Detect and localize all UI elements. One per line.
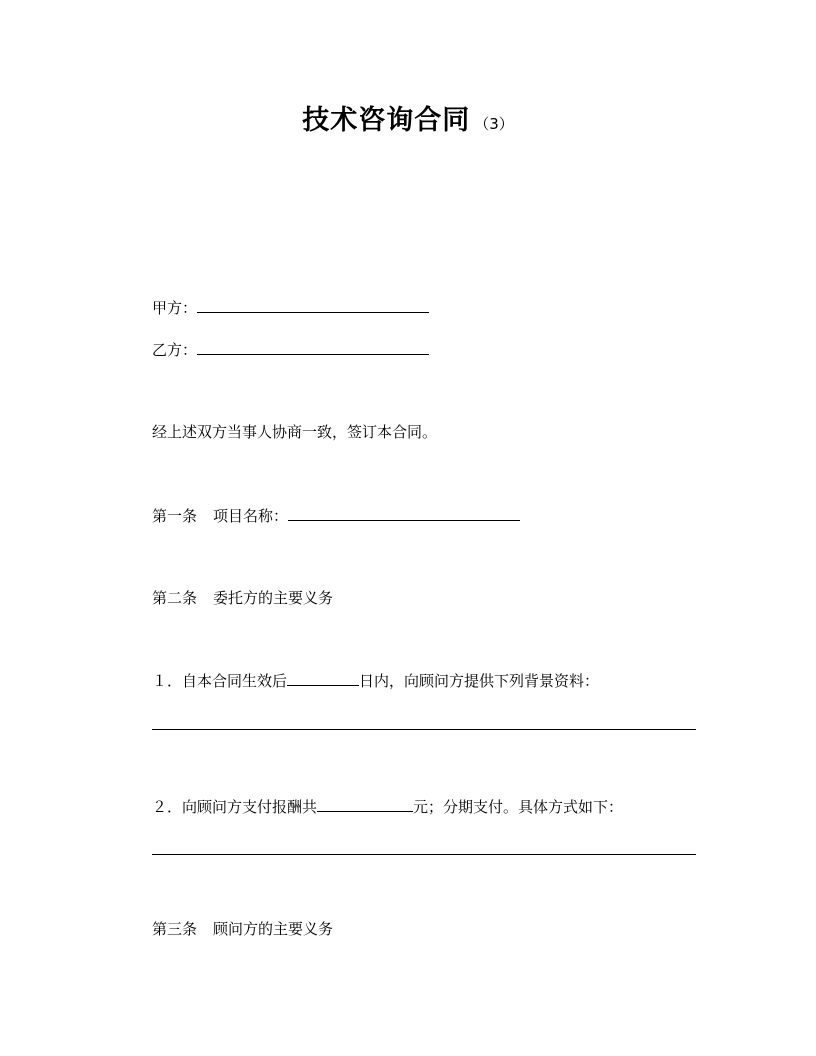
document-title — [0, 98, 816, 137]
intro-paragraph — [152, 422, 437, 442]
item-1 — [152, 670, 599, 691]
project-name-blank[interactable] — [288, 505, 520, 521]
article-1-heading: 第一条 — [152, 507, 198, 525]
party-a-label: 甲方： — [152, 299, 198, 317]
article-3-label: 顾问方的主要义务 — [213, 920, 334, 938]
article-2-heading: 第二条 — [152, 589, 198, 607]
item-2 — [152, 796, 623, 817]
party-b-blank[interactable] — [197, 339, 429, 355]
item-2-text-before: 向顾问方支付报酬共 — [182, 798, 318, 816]
party-a-blank[interactable] — [197, 297, 429, 313]
title-suffix: （3） — [474, 115, 514, 133]
intro-text: 经上述双方当事人协商一致，签订本合同。 — [152, 423, 438, 441]
article-3 — [152, 919, 333, 939]
title-text: 技术咨询合同 — [302, 105, 471, 136]
item-2-number: ２． — [152, 798, 183, 816]
article-2 — [152, 588, 333, 608]
item-1-text-after: 日内，向顾问方提供下列背景资料： — [359, 672, 600, 690]
item-1-number: １． — [152, 672, 183, 690]
party-b-line — [152, 339, 429, 360]
days-blank[interactable] — [287, 670, 359, 686]
article-3-heading: 第三条 — [152, 920, 198, 938]
party-a-line — [152, 297, 429, 318]
article-1 — [152, 505, 520, 526]
article-1-label: 项目名称： — [213, 507, 289, 525]
payment-amount-blank[interactable] — [317, 796, 413, 812]
item-1-text-before: 自本合同生效后 — [182, 672, 288, 690]
background-materials-rule[interactable] — [152, 729, 696, 730]
article-2-label: 委托方的主要义务 — [213, 589, 334, 607]
party-b-label: 乙方： — [152, 341, 198, 359]
payment-method-rule[interactable] — [152, 854, 696, 855]
item-2-text-after: 元；分期支付。具体方式如下： — [413, 798, 624, 816]
